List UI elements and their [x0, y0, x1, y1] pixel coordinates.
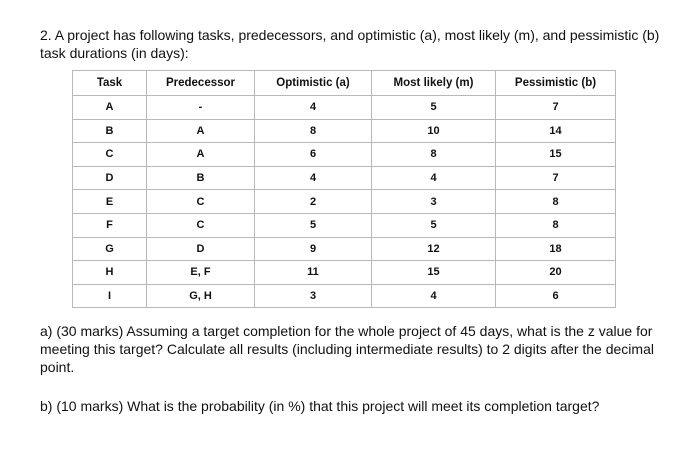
cell-predecessor: B	[147, 166, 255, 190]
cell-most-likely: 4	[372, 166, 496, 190]
cell-optimistic: 2	[255, 190, 372, 214]
cell-optimistic: 9	[255, 237, 372, 261]
cell-predecessor: C	[147, 190, 255, 214]
cell-predecessor: D	[147, 237, 255, 261]
table-row	[73, 96, 616, 120]
table-row	[73, 166, 616, 190]
cell-predecessor: A	[147, 143, 255, 167]
cell-optimistic: 3	[255, 284, 372, 308]
header-most-likely: Most likely (m)	[372, 71, 496, 96]
table-row	[73, 213, 616, 237]
header-pessimistic: Pessimistic (b)	[496, 71, 616, 96]
cell-pessimistic: 8	[496, 190, 616, 214]
question-part-b: b) (10 marks) What is the probability (in %) that this project will meet its completion target?	[40, 398, 600, 414]
cell-most-likely: 4	[372, 284, 496, 308]
cell-most-likely: 5	[372, 96, 496, 120]
cell-task: C	[73, 143, 147, 167]
cell-pessimistic: 6	[496, 284, 616, 308]
cell-most-likely: 12	[372, 237, 496, 261]
header-task: Task	[73, 71, 147, 96]
cell-most-likely: 3	[372, 190, 496, 214]
cell-task: H	[73, 261, 147, 285]
table-header-row	[73, 71, 616, 96]
cell-task: A	[73, 96, 147, 120]
cell-pessimistic: 7	[496, 96, 616, 120]
table-row	[73, 284, 616, 308]
table-row	[73, 237, 616, 261]
cell-task: G	[73, 237, 147, 261]
cell-most-likely: 5	[372, 213, 496, 237]
cell-optimistic: 6	[255, 143, 372, 167]
header-predecessor: Predecessor	[147, 71, 255, 96]
cell-predecessor: A	[147, 119, 255, 143]
cell-optimistic: 11	[255, 261, 372, 285]
cell-optimistic: 4	[255, 96, 372, 120]
cell-task: D	[73, 166, 147, 190]
cell-predecessor: -	[147, 96, 255, 120]
cell-optimistic: 4	[255, 166, 372, 190]
cell-pessimistic: 18	[496, 237, 616, 261]
cell-task: F	[73, 213, 147, 237]
cell-optimistic: 5	[255, 213, 372, 237]
cell-pessimistic: 15	[496, 143, 616, 167]
header-optimistic: Optimistic (a)	[255, 71, 372, 96]
cell-pessimistic: 8	[496, 213, 616, 237]
cell-predecessor: C	[147, 213, 255, 237]
task-duration-table	[72, 70, 616, 308]
cell-pessimistic: 20	[496, 261, 616, 285]
cell-most-likely: 10	[372, 119, 496, 143]
cell-task: E	[73, 190, 147, 214]
cell-most-likely: 15	[372, 261, 496, 285]
cell-predecessor: E, F	[147, 261, 255, 285]
cell-pessimistic: 14	[496, 119, 616, 143]
question-part-a: a) (30 marks) Assuming a target completion for the whole project of 45 days, what is the z value for meeting this target? Calculate all results (including intermediate results) to 2 digits after the decimal point.	[40, 323, 654, 375]
table-row	[73, 143, 616, 167]
cell-task: I	[73, 284, 147, 308]
table-row	[73, 119, 616, 143]
cell-most-likely: 8	[372, 143, 496, 167]
cell-task: B	[73, 119, 147, 143]
cell-predecessor: G, H	[147, 284, 255, 308]
question-intro: 2. A project has following tasks, predecessors, and optimistic (a), most likely (m), and pessimistic (b) task durations (in days):	[40, 27, 660, 61]
table-row	[73, 261, 616, 285]
cell-optimistic: 8	[255, 119, 372, 143]
cell-pessimistic: 7	[496, 166, 616, 190]
table-row	[73, 190, 616, 214]
